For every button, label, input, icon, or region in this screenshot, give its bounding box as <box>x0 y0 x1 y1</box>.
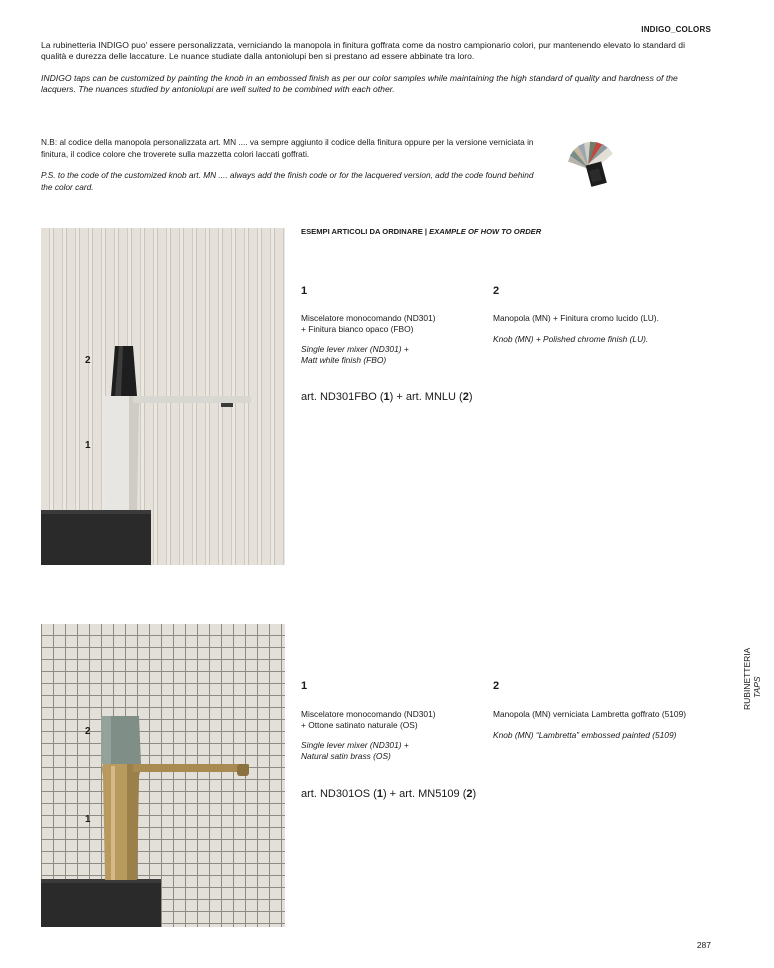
example1-item2-en-line1: Knob (MN) + Polished chrome finish (LU). <box>493 333 649 344</box>
example2-item1-number: 1 <box>301 680 308 692</box>
side-tab-line1: RUBINETTERIA <box>742 647 752 710</box>
note-italian: N.B: al codice della manopola personalizzata art. MN .... va sempre aggiunto il codice della finitura oppure per la versione verniciata in finitura, il codice colore che troverete sulla mazzetta colori laccati goffrati. <box>41 137 534 159</box>
example2-item1-desc <box>301 709 436 761</box>
callout-1: 1 <box>85 814 91 825</box>
intro-english: INDIGO taps can be customized by painting the knob in an embossed finish as per our color samples while maintaining the high standard of quality and hardness of the lacquers. The nuances studied by antoniolupi are well suited to be combined with each other. <box>41 73 678 94</box>
side-section-tab <box>739 640 769 712</box>
callout-2: 2 <box>85 355 91 366</box>
art-suffix: ) <box>468 391 473 403</box>
example2-item2-desc <box>493 709 686 740</box>
example1-item1-en-line2: Matt white finish (FBO) <box>301 354 387 365</box>
example2-item1-it-line1: Miscelatore monocomando (ND301) <box>301 709 436 719</box>
intro-text <box>41 40 711 106</box>
art-mid: ) + art. MNLU ( <box>389 391 463 403</box>
note-english: P.S. to the code of the customized knob art. MN .... always add the finish code or for the lacquered version, add the code found behind the color card. <box>41 170 534 192</box>
side-tab-line2: TAPS <box>752 676 762 698</box>
art-prefix: art. ND301FBO ( <box>301 391 384 403</box>
note-text <box>41 137 547 203</box>
example1-item2-it-line1: Manopola (MN) + Finitura cromo lucido (LU). <box>493 313 659 323</box>
example2-item1-en-line1: Single lever mixer (ND301) + <box>301 740 409 750</box>
example2-item1-en-line2: Natural satin brass (OS) <box>301 750 391 761</box>
example2-item2-it-line1: Manopola (MN) verniciata Lambretta goffrato (5109) <box>493 709 687 719</box>
example2-article-code <box>301 788 476 800</box>
art-mid: ) + art. MN5109 ( <box>382 788 467 800</box>
order-example-heading-it: ESEMPI ARTICOLI DA ORDINARE | <box>301 227 430 236</box>
example1-item2-desc <box>493 313 659 344</box>
callout-2: 2 <box>85 726 91 737</box>
product-photo-brass-mixer <box>41 624 285 927</box>
example1-item1-desc <box>301 313 436 365</box>
art-n2: 2 <box>462 391 469 403</box>
example2-item2-number: 2 <box>493 680 500 692</box>
art-prefix: art. ND301OS ( <box>301 788 377 800</box>
art-n1: 1 <box>376 788 383 800</box>
example1-item1-en-line1: Single lever mixer (ND301) + <box>301 344 409 354</box>
callout-1: 1 <box>85 440 91 451</box>
art-n2: 2 <box>466 788 473 800</box>
color-card-image <box>562 136 622 192</box>
section-code: INDIGO_COLORS <box>641 25 711 34</box>
example1-item1-it-line1: Miscelatore monocomando (ND301) <box>301 313 436 323</box>
art-n1: 1 <box>383 391 390 403</box>
example1-item1-it-line2: + Finitura bianco opaco (FBO) <box>301 323 414 334</box>
intro-italian: La rubinetteria INDIGO puo' essere personalizzata, verniciando la manopola in finitura goffrata come da nostro campionario colori, pur mantenendo elevato lo standard di qualità e durezza delle laccature. Le nuance studiate dalla antoniolupi ben si prestano ad essere abbinate tra loro. <box>41 40 685 61</box>
example1-item1-number: 1 <box>301 285 308 297</box>
art-suffix: ) <box>472 788 477 800</box>
example2-item2-en-line1: Knob (MN) “Lambretta” embossed painted (5109) <box>493 729 677 740</box>
example1-item2-number: 2 <box>493 285 500 297</box>
example2-item1-it-line2: + Ottone satinato naturale (OS) <box>301 719 418 730</box>
page-number: 287 <box>696 940 711 950</box>
order-example-heading-en: EXAMPLE OF HOW TO ORDER <box>429 227 542 236</box>
example1-article-code <box>301 391 473 403</box>
order-example-heading <box>301 227 541 236</box>
product-photo-white-mixer <box>41 228 285 565</box>
